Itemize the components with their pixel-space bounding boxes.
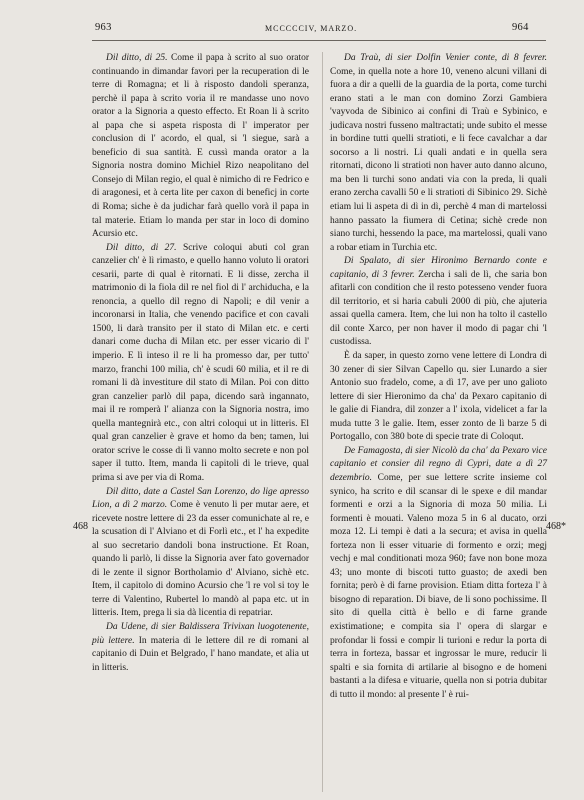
- entry-text: Come è venuto li per mutar aere, et ricevete nostre lettere di 23 da esser comunichate al re, e la scusation di l' Alviano et di Forlì etc., et l' ha expedite al suo secretario dandoli bona instructione. Et Roan, quando li parlò, li disse la Signoria aver fato governador di le zente il signor Bortholamio d' Alviano, sichè etc. Item, il capitolo di domino Acursio che 'l re vol si toy le terre di Valentino, Rubertel lo mandò al papa etc. ut in litteris. Item, prega li sia dà licentia di repatriar.: [92, 500, 309, 619]
- entry-heading: Da Udene, di sier Baldissera Trivixan luogotenente, più lettere.: [92, 621, 309, 646]
- entry-text: Come il papa à scrito al suo orator continuando in dimandar favori per la recuperation di le terre di Romagna; et li à risposto dandoli speranza, perchè il papa à scrito voria il re mandasse uno novo orator a la Signoria a questo effecto. Et Roan li à scrito al papa che si aspeta risposta di l' imperator per conclusion di l' acordo, el qual, si 'l siegue, sarà a beneficio di sua santità. E cussì manda orator a la Signoria nostra domino Michiel Rizo neapolitano del Consejo di Milan regio, el qual è nimicho di re Fedrico e di aragonesi, et à certa lite per caxon di beneficj in corte di Roma; siche è da judichar farà quello vorà il papa in tal materie. Etiam lo manda per star in loco di domino Acursio etc.: [92, 53, 310, 240]
- entry-text: Come, per sue lettere scrite insieme col synico, ha scrito e dil scansar di le spexe e dil mandar formenti e orzi a la Signoria di moza 50 milia. Li formenti è mouati. Valeno moza 5 in 6 al ducato, orzi moza 12. Li tempi è dati a la secura; et avisa in quella forteza non li esser vituarie di formento e orzi; megj vechj e mal conditionati moza 960; fave non bone moza 43; uno monte di biscoti tutto guasto; de axedi ben fornita; però è di farne provision. Etiam ditta forteza l' à bisogno di reparation. Di biave, de li sono pochissime. Il sito di quella città è bello e di farne grande existimatione; e compita sia l' opera di slargar e profondar li fossi e compir li turioni e redur la porta di terra in forteza, bassar et ingrossar le mure, reducir li spalti e sia fornita di artilarie al bisogno e de homeni bastanti a la difesa e vituarie, quella non si potria dubitar di tutto il mondo: al presente l' è rui-: [330, 472, 548, 700]
- entry-heading: Dil ditto, di 27.: [106, 242, 177, 253]
- right-column: [330, 52, 547, 702]
- paragraph: [330, 350, 547, 445]
- entry-text: In materia di le lettere dil re di romani al capitanio di Duin et Belgrado, l' hano mandate, et alia ut in litteris.: [92, 635, 309, 673]
- paragraph: [330, 255, 547, 350]
- margin-note-right: 468*: [546, 521, 566, 532]
- entry-text: È da saper, in questo zorno vene lettere di Londra di 30 zener di sier Silvan Capello qu. sier Lunardo a sier Antonio suo fradelo, come, a dì 17, ave per uno galioto lettere di sier Hieronimo da cha' da Pexaro capitanio di le galie di Fiandra, dil zonzer a l' ixola, videlicet a far la muda tutte 3 le galie. Item, esser zonto de lì barze 5 di Portogallo, con 380 bote di specie trate di Coloqut.: [330, 351, 547, 443]
- entry-text: Come, in quella note a hore 10, veneno alcuni villani di fuora a dir a quelli de la guardia de la porta, come turchi erano stati a le man con domino Zorzi Gambiera 'vayvoda de Sibinico ai confini di Traù e Sybinico, e judicava nostri fusseno maltractati; unde subito el messe in bordine tutti quelli stratioti, e li fece cavalchar a dar socorso a li nostri. Li quali andati e in quella sera ritornati, dicono li stratioti non haver auto danno alcuno, ma ben li turchi sono andati via con la preda, li quali erano zercha cavalli 50 e li stratioti di Sibinico 29. Sichè etiam lui li aspeta di dì in dì, perchè 4 man di martelossi hanno passato la fiumera di Cetina; sichè crede non siano turchi, hessendo la pace, ma martelossi, quali vano a robar etiam in Turchia etc.: [330, 66, 547, 253]
- page-number-right: 964: [512, 22, 529, 33]
- paragraph: [92, 242, 309, 486]
- paragraph: [330, 445, 547, 702]
- entry-heading: De Famagosta, di sier Nicolò da cha' da Pexaro vice capitanio et consier dil regno di Cypri, date a dì 27 dezembrio.: [330, 445, 547, 483]
- running-title: MCCCCCIV, MARZO.: [265, 24, 358, 33]
- paragraph: [92, 52, 309, 242]
- entry-heading: Di Spalato, di sier Hironimo Bernardo conte e capitanio, di 3 fevrer.: [330, 256, 547, 280]
- paragraph: [92, 486, 309, 621]
- header-rule: [92, 40, 546, 41]
- entry-text: Zercha i sali de lì, che saria bon afitarli con condition che il resto potesseno vender fuora dil territorio, et si haria cabuli 2000 di più, che ajuteria assai quella camera. Item, che lui non ha tolto il castello dil conte Xarco, per non haver il modo di pagar chi 'l custodissa.: [330, 269, 547, 348]
- column-gutter: [322, 52, 323, 792]
- entry-heading: Da Traù, di sier Dolfin Venier conte, di 8 fevrer.: [344, 53, 547, 63]
- page-number-left: 963: [95, 22, 112, 33]
- paragraph: [92, 621, 309, 675]
- entry-text: Scrive coloqui abuti col gran canzelier ch' è lì rimasto, e quello hanno voluto li oratori cesarii, parte di qual è ritornati. E li disse, zercha il matrimonio di la fiola dil re nel fiol di l' archiducha, e la renoncia, a quello dil regno di Napoli; e dil venir a incoronarsi in Italia, che venendo pacifice et con cavali 1500, li darà transito per il stato di Milan etc. e certi danari come ducha di Milan etc. per esser vicario di l' imperio. E lì inteso il re li ha promesso dar, per tutto' marzo, franchi 100 milia, ch' è scudi 60 milia, et il re di romani li dà investiture dil stato di Milan. Poi con ditto gran canzelier parlò dil papa, dicendo sarà ingannato, mai il re romperà l' alianza con la Signoria nostra, imo quella mantegnirà etc., con altri coloqui ut in litteris. El qual gran canzelier è grave et homo da ben; tamen, lui orator scrive le cosse di lì vanno molto secrete e non pol saper il tutto. Item, manda li capitoli di le trieve, qual prima si ave per via di Roma.: [92, 242, 310, 483]
- left-column: [92, 52, 309, 675]
- paragraph: [330, 52, 547, 255]
- entry-heading: Dil ditto, date a Castel San Lorenzo, do lige apresso Lion, a dì 2 marzo.: [92, 486, 309, 511]
- margin-note-left: 468: [73, 521, 88, 532]
- entry-heading: Dil ditto, di 25.: [106, 53, 168, 63]
